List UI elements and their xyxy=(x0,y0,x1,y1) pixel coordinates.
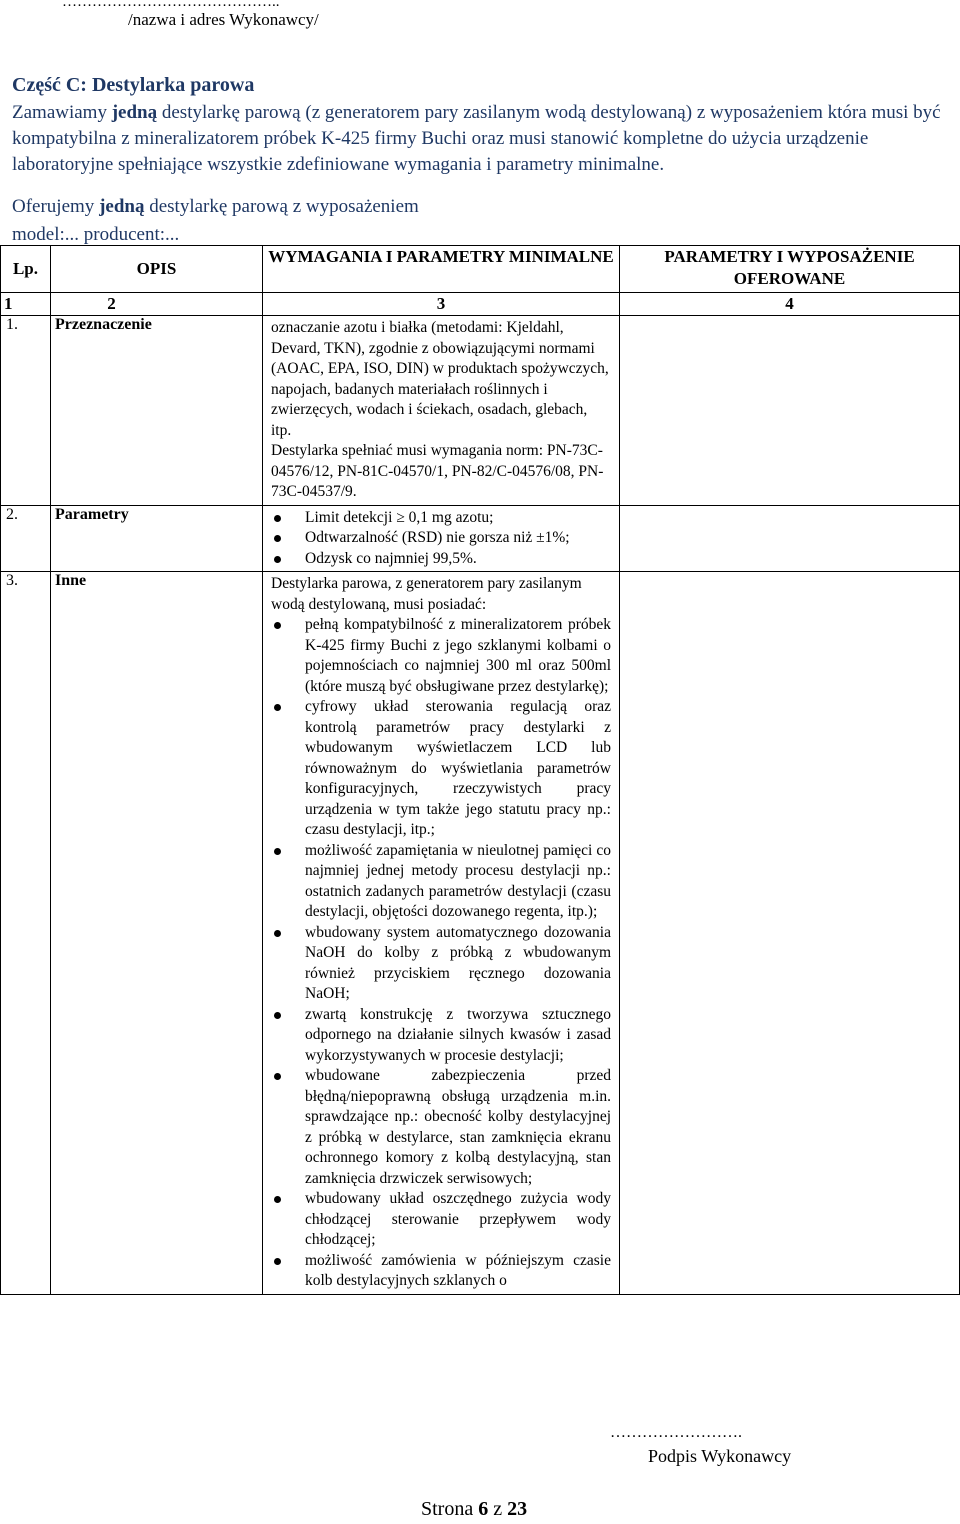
feature-list xyxy=(271,615,611,1292)
list-item: pełną kompatybilność z mineralizatorem próbek K-425 firmy Buchi z jego szklanymi kolbami o pojemnościach co najmniej 300 ml oraz 500ml (które muszą być obsługiwane przez destylarkę); xyxy=(271,615,611,697)
bullet-icon xyxy=(274,1012,281,1019)
list-item: wbudowane zabezpieczenia przed błędną/niepoprawną obsługą urządzenia m.in. sprawdzające np.: obecność kolby destylacyjnej z próbką w destylarce, stan zamknięcia ekranu ochronnego komory z kolbą destylacyjną, stan zamknięcia drzwiczek serwisowych; xyxy=(271,1066,611,1189)
bullet-icon xyxy=(274,930,281,937)
list-item: zwartą konstrukcję z tworzywa sztucznego odpornego na działanie silnych kwasów i zasad wykorzystywanych w procesie destylacji; xyxy=(271,1005,611,1067)
requirement-norms: Destylarka spełniać musi wymagania norm: PN-73C-04576/12, PN-81C-04570/1, PN-82/C-04576/08, PN-73C-04537/9. xyxy=(271,442,604,500)
list-item: wbudowany system automatycznego dozowania NaOH do kolby z próbką z wbudowanym również przyciskiem ręcznego dozowania NaOH; xyxy=(271,923,611,1005)
offered-cell xyxy=(620,316,960,506)
contractor-label: /nazwa i adres Wykonawcy/ xyxy=(128,10,319,29)
bullet-icon xyxy=(274,622,281,629)
page-number: Strona 6 z 23 xyxy=(421,1498,528,1520)
spec-table xyxy=(0,245,960,1295)
section-intro: Zamawiamy jedną destylarkę parową (z generatorem pary zasilanym wodą destylowaną) z wyposażeniem która musi być kompatybilna z mineralizatorem próbek K-425 firmy Buchi oraz musi stanowić kompletne do użycia urządzenie laboratoryjne spełniające wszystkie zdefiniowane wymagania i parametry minimalne. xyxy=(12,102,941,175)
list-item: możliwość zapamiętania w nieulotnej pamięci co najmniej jednej metody procesu destylacji np.: ostatnich zadanych parametrów destylacji (czasu destylacji, objętości dozowanego regenta, itp.); xyxy=(271,841,611,923)
row-requirements xyxy=(263,316,620,506)
requirement-text: oznaczanie azotu i białka (metodami: Kjeldahl, Devard, TKN), zgodnie z obowiązującymi normami (AOAC, EPA, ISO, DIN) w produktach spożywczych, napojach, badanych materiałach roślinnych i zwierzęcych, wodach i ściekach, osadach, glebach, itp. xyxy=(271,319,609,439)
row-lp: 1. xyxy=(1,316,51,506)
table-row xyxy=(1,572,960,1295)
bullet-icon xyxy=(274,556,281,563)
header-opis: OPIS xyxy=(51,246,263,293)
model-producent-line: model:... producent:... xyxy=(12,224,180,245)
contractor-dots: …………………………………….. xyxy=(62,0,280,10)
bullet-icon xyxy=(274,1258,281,1265)
bullet-icon xyxy=(274,704,281,711)
col-number-2: 2 xyxy=(51,293,263,316)
list-item: Limit detekcji ≥ 0,1 mg azotu; xyxy=(271,508,611,529)
col-number-4: 4 xyxy=(620,293,960,316)
row-requirements xyxy=(263,505,620,572)
parameter-list xyxy=(271,508,611,570)
requirement-intro: Destylarka parowa, z generatorem pary zasilanym wodą destylowaną, musi posiadać: xyxy=(271,575,582,613)
bullet-icon xyxy=(274,535,281,542)
header-lp: Lp. xyxy=(1,246,51,293)
row-opis: Parametry xyxy=(51,505,263,572)
section-title: Część C: Destylarka parowa xyxy=(12,74,255,96)
row-opis: Inne xyxy=(51,572,263,1295)
col-number-3: 3 xyxy=(263,293,620,316)
bullet-icon xyxy=(274,1196,281,1203)
list-item: Odtwarzalność (RSD) nie gorsza niż ±1%; xyxy=(271,528,611,549)
signature-label: Podpis Wykonawcy xyxy=(648,1446,792,1466)
column-number-row xyxy=(1,293,960,316)
row-requirements xyxy=(263,572,620,1295)
offered-cell xyxy=(620,505,960,572)
header-wymagania: WYMAGANIA I PARAMETRY MINIMALNE xyxy=(263,246,620,293)
list-item: cyfrowy układ sterowania regulacją oraz kontrolą parametrów pracy destylarki z wbudowanym wyświetlaczem LCD lub równoważnym do wyświetlania parametrów konfiguracyjnych, rzeczywistych pracy urządzenia w tym także jego statutu pracy np.: czasu destylacji, itp.; xyxy=(271,697,611,841)
table-header-row xyxy=(1,246,960,293)
row-lp: 2. xyxy=(1,505,51,572)
bullet-icon xyxy=(274,1073,281,1080)
row-lp: 3. xyxy=(1,572,51,1295)
bullet-icon xyxy=(274,515,281,522)
table-row xyxy=(1,505,960,572)
header-oferowane: PARAMETRY I WYPOSAŻENIE OFEROWANE xyxy=(620,246,960,293)
offered-cell xyxy=(620,572,960,1295)
col-number-1: 1 xyxy=(1,293,51,316)
list-item: Odzysk co najmniej 99,5%. xyxy=(271,549,611,570)
offer-line: Oferujemy jedną destylarkę parową z wyposażeniem xyxy=(12,196,419,217)
list-item: wbudowany układ oszczędnego zużycia wody chłodzącej sterowanie przepływem wody chłodzącej; xyxy=(271,1189,611,1251)
row-opis: Przeznaczenie xyxy=(51,316,263,506)
table-row xyxy=(1,316,960,506)
signature-dots: ……………………. xyxy=(610,1424,742,1441)
list-item: możliwość zamówienia w późniejszym czasie kolb destylacyjnych szklanych o xyxy=(271,1251,611,1292)
bullet-icon xyxy=(274,848,281,855)
